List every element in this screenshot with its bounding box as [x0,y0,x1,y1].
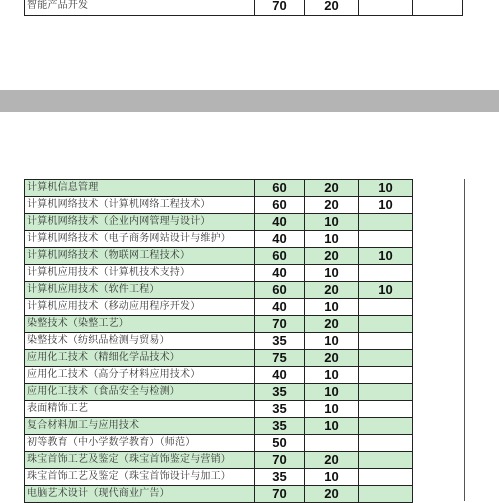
quota-a-cell: 60 [255,248,305,265]
major-name-cell: 计算机网络技术（物联网工程技术） [25,248,255,265]
quota-b-cell: 10 [305,384,359,401]
quota-a-cell: 40 [255,231,305,248]
major-name-cell: 珠宝首饰工艺及鉴定（珠宝首饰鉴定与营销） [25,452,255,469]
table-row [25,401,413,418]
quota-b-cell: 10 [305,333,359,350]
major-name-cell: 应用化工技术（高分子材料应用技术） [25,367,255,384]
major-name-cell: 计算机网络技术（电子商务网站设计与维护） [25,231,255,248]
major-name-cell: 电脑艺术设计（现代商业广告） [25,486,255,503]
quota-a-cell: 70 [255,452,305,469]
quota-b-cell: 10 [305,418,359,435]
table-row [25,435,413,452]
quota-c-cell [359,350,413,367]
major-name-cell: 复合材料加工与应用技术 [25,418,255,435]
quota-b-cell: 20 [305,197,359,214]
quota-b-cell: 20 [305,452,359,469]
quota-c-cell: 10 [359,282,413,299]
top-table [24,0,463,16]
quota-a-cell: 60 [255,282,305,299]
quota-c-cell [359,333,413,350]
quota-c-cell [359,316,413,333]
major-name-cell: 计算机网络技术（计算机网络工程技术） [25,197,255,214]
quota-c-cell [359,384,413,401]
quota-a-cell: 35 [255,469,305,486]
quota-b-cell: 20 [305,350,359,367]
quota-c-cell [359,418,413,435]
quota-a-cell: 60 [255,197,305,214]
table-row [25,248,413,265]
table-row [25,367,413,384]
quota-b-cell [305,435,359,452]
quota-c-cell [359,401,413,418]
major-name-cell: 计算机网络技术（企业内网管理与设计） [25,214,255,231]
quota-c-cell [359,265,413,282]
quota-b-cell: 20 [305,316,359,333]
quota-a-cell: 70 [255,486,305,503]
quota-a-cell: 40 [255,265,305,282]
quota-c-cell: 10 [359,180,413,197]
quota-b-cell: 10 [305,231,359,248]
quota-c-cell [359,469,413,486]
major-name-cell: 计算机应用技术（软件工程） [25,282,255,299]
quota-b-cell: 10 [305,367,359,384]
quota-b-cell: 10 [305,299,359,316]
quota-b-cell: 10 [305,401,359,418]
table-row [25,265,413,282]
table-row [25,282,413,299]
quota-a-cell: 35 [255,418,305,435]
quota-a-cell: 70 [255,0,305,16]
quota-a-cell: 40 [255,367,305,384]
quota-c-cell [359,214,413,231]
table-row [25,486,413,503]
quota-a-cell: 40 [255,214,305,231]
quota-c-cell: 10 [359,248,413,265]
major-name-cell: 智能产品开发 [25,0,255,16]
table-row [25,214,413,231]
table-row [25,197,413,214]
major-name-cell: 计算机信息管理 [25,180,255,197]
table-row [25,469,413,486]
quota-c-cell [359,486,413,503]
quota-c-cell [359,367,413,384]
quota-a-cell: 70 [255,316,305,333]
quota-c-cell [359,435,413,452]
major-name-cell: 应用化工技术（精细化学品技术） [25,350,255,367]
table-row [25,231,413,248]
table-row [25,452,413,469]
major-name-cell: 计算机应用技术（计算机技术支持） [25,265,255,282]
major-name-cell: 应用化工技术（食品安全与检测） [25,384,255,401]
table-row [25,299,413,316]
quota-b-cell: 20 [305,180,359,197]
quota-b-cell: 20 [305,0,359,16]
quota-b-cell: 10 [305,469,359,486]
quota-c-cell [359,452,413,469]
quota-a-cell: 35 [255,384,305,401]
table-row [25,180,413,197]
quota-a-cell: 40 [255,299,305,316]
empty-cell [413,0,463,16]
major-name-cell: 珠宝首饰工艺及鉴定（珠宝首饰设计与加工） [25,469,255,486]
table-row [25,384,413,401]
quota-b-cell: 20 [305,248,359,265]
quota-a-cell: 75 [255,350,305,367]
section-separator-band [0,90,499,112]
table-row [25,350,413,367]
table-right-border [464,179,465,501]
table-row [25,333,413,350]
quota-a-cell: 50 [255,435,305,452]
quota-b-cell: 10 [305,265,359,282]
quota-c-cell [359,231,413,248]
quota-a-cell: 60 [255,180,305,197]
quota-table [24,179,413,503]
table-row [25,0,463,16]
major-name-cell: 初等教育（中小学数学教育）（师范） [25,435,255,452]
table-row [25,316,413,333]
quota-b-cell: 20 [305,282,359,299]
quota-b-cell: 10 [305,214,359,231]
quota-a-cell: 35 [255,333,305,350]
major-name-cell: 染整技术（纺织品检测与贸易） [25,333,255,350]
quota-a-cell: 35 [255,401,305,418]
quota-b-cell: 20 [305,486,359,503]
major-name-cell: 计算机应用技术（移动应用程序开发） [25,299,255,316]
quota-c-cell [359,0,413,16]
major-name-cell: 表面精饰工艺 [25,401,255,418]
quota-c-cell [359,299,413,316]
quota-c-cell: 10 [359,197,413,214]
major-name-cell: 染整技术（染整工艺） [25,316,255,333]
table-row [25,418,413,435]
